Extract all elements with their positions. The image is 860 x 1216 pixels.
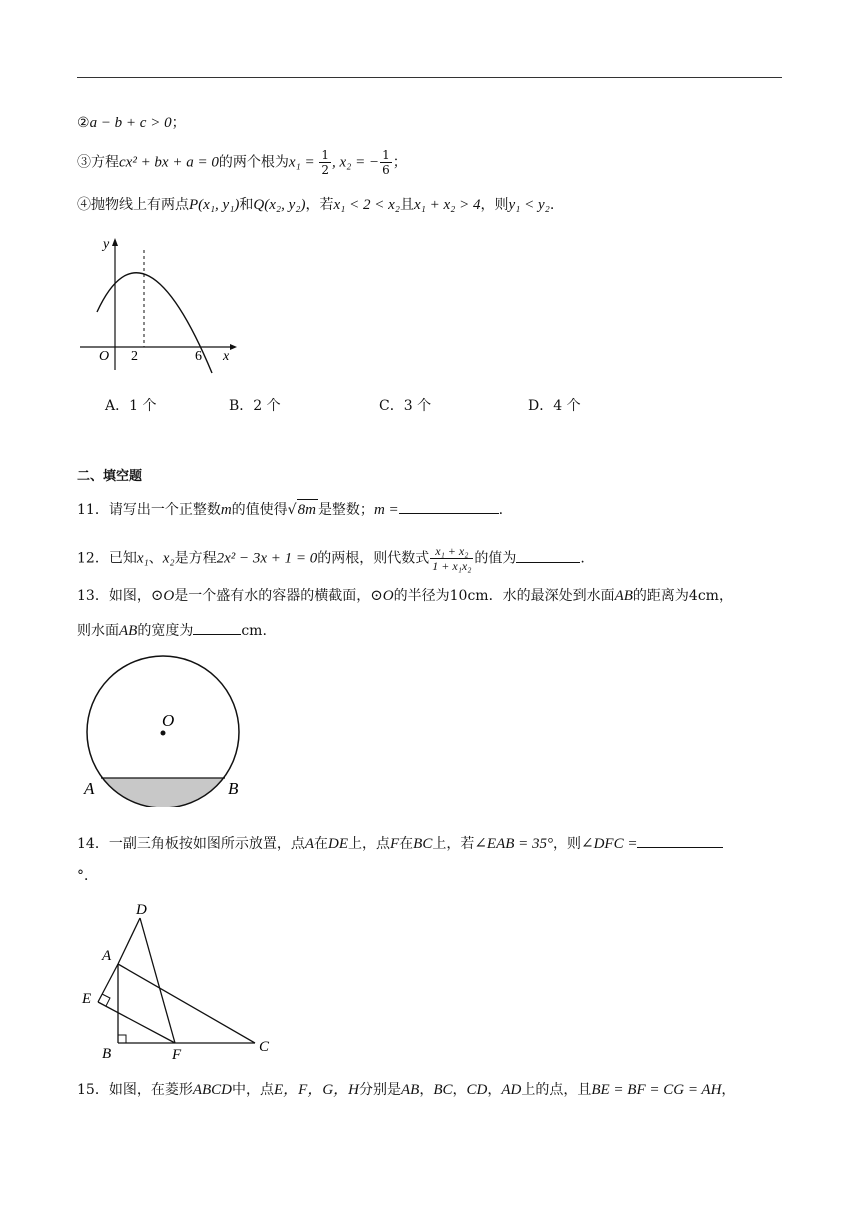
segment-cd: CD	[466, 1082, 488, 1098]
answer-blank[interactable]	[637, 833, 723, 848]
text: 和	[239, 197, 254, 213]
label-a: A	[102, 948, 112, 964]
label-a: A	[84, 779, 95, 798]
denominator: 1 + x₁x₂	[432, 559, 472, 573]
equation: 2x² − 3x + 1 = 0	[216, 550, 318, 567]
label-c: C	[259, 1039, 270, 1055]
text: 的值使得	[231, 502, 288, 518]
point-q: Q(x₂, y₂)	[253, 197, 306, 213]
question-14-line-2: °．	[77, 868, 98, 884]
text: 如图，	[108, 588, 151, 604]
text: 分别是	[359, 1082, 401, 1098]
label-f: F	[172, 1047, 182, 1063]
question-13-line-1	[77, 586, 733, 606]
points-efgh: E，F，G，H	[274, 1082, 359, 1098]
fraction-one-sixth	[380, 148, 392, 177]
question-number: 13．	[77, 588, 109, 604]
origin-label: O	[99, 349, 110, 364]
fraction-one-half	[319, 148, 331, 177]
marker-2: ②	[77, 115, 90, 131]
unit: cm	[241, 623, 263, 639]
right-angle-b	[118, 1035, 126, 1043]
numerator: x₁ + x₂	[430, 544, 473, 559]
rhombus-abcd: ABCD	[192, 1082, 232, 1098]
text: 且	[399, 197, 414, 213]
numerator: 1	[382, 148, 390, 162]
numerator: 1	[321, 148, 329, 162]
statement-4	[77, 195, 554, 215]
circle-o: ⊙O	[150, 588, 175, 604]
segment-ab: AB	[119, 623, 138, 639]
segment-ad: AD	[501, 1082, 522, 1098]
question-15	[77, 1080, 735, 1100]
section-heading: 二、填空题	[77, 469, 143, 484]
segment-ab: AB	[401, 1082, 420, 1098]
text: 已知	[108, 550, 137, 567]
punct: .	[549, 197, 555, 213]
point-a: A	[304, 836, 314, 852]
punct: ；	[171, 115, 186, 131]
segment-bc: BC	[433, 1082, 453, 1098]
text: 是一个盛有水的容器的横截面，	[174, 588, 371, 604]
text: 、	[148, 550, 163, 567]
algebraic-fraction	[430, 544, 473, 573]
text: ，则	[480, 197, 509, 213]
segment-da	[118, 918, 140, 964]
answer-blank[interactable]	[516, 548, 580, 563]
radicand: 8m	[297, 499, 318, 520]
equation: cx² + bx + a = 0	[119, 154, 219, 171]
segment-df	[140, 918, 175, 1043]
segment-ef	[98, 1002, 175, 1043]
question-13-line-2	[77, 620, 267, 641]
equal-segments: BE = BF = CG = AH	[591, 1082, 722, 1098]
text: ，若	[305, 197, 334, 213]
label-e: E	[82, 991, 92, 1007]
punct: ，	[419, 1082, 434, 1098]
text: 的两根，则代数式	[317, 550, 430, 567]
text: 在	[399, 836, 414, 852]
var-m: m	[220, 502, 232, 518]
segment-ac	[118, 964, 255, 1043]
punct: ，	[487, 1082, 502, 1098]
point-p: P(x₁, y₁)	[189, 197, 240, 213]
question-11	[77, 499, 503, 520]
question-number: 14．	[77, 836, 109, 852]
punct: .	[262, 623, 267, 639]
segment-bc: BC	[413, 836, 433, 852]
statement-2	[77, 113, 186, 133]
answer-blank[interactable]	[399, 499, 499, 514]
text: 在	[314, 836, 328, 852]
text: 是整数；	[317, 502, 374, 518]
option-d[interactable]: D．4 个	[528, 398, 581, 414]
text: ，	[718, 588, 733, 604]
y-arrow-icon	[112, 238, 118, 246]
punct: ，	[452, 1082, 467, 1098]
option-a[interactable]: A．1 个	[105, 398, 157, 414]
x2-label: , x₂ = −	[331, 154, 380, 171]
answer-label: m =	[373, 502, 399, 518]
given-angle: ∠EAB = 35°	[474, 836, 554, 852]
text: 的两个根为	[218, 154, 289, 171]
circle-figure	[78, 652, 258, 807]
option-c[interactable]: C．3 个	[379, 398, 432, 414]
text: ，则	[553, 836, 582, 852]
segment-ae	[98, 964, 118, 1002]
marker-3: ③	[77, 154, 91, 171]
expr-2: a − b + c > 0	[89, 115, 172, 131]
question-number: 12．	[77, 550, 109, 567]
punct: .	[498, 502, 504, 518]
text: 的距离为	[632, 588, 689, 604]
label-b: B	[228, 779, 239, 798]
text: 上，点	[348, 836, 390, 852]
text: 是方程	[174, 550, 217, 567]
asked-angle: ∠DFC =	[581, 836, 638, 852]
punct: ；	[392, 154, 407, 171]
text: 中，点	[232, 1082, 274, 1098]
result: y₁ < y₂	[508, 197, 550, 213]
triangle-figure	[78, 898, 278, 1063]
tick-2: 2	[131, 349, 138, 364]
x-arrow-icon	[230, 344, 237, 350]
text: 的半径为	[393, 588, 450, 604]
question-number: 15．	[77, 1082, 109, 1098]
statement-3	[77, 148, 407, 177]
denominator: 6	[382, 163, 390, 177]
option-b[interactable]: B．2 个	[229, 398, 281, 414]
segment-ab: AB	[614, 588, 633, 604]
text: 请写出一个正整数	[108, 502, 221, 518]
depth-value: 4cm	[688, 588, 719, 604]
x-label: x	[223, 349, 230, 364]
label-b: B	[102, 1046, 112, 1062]
question-number: 11．	[77, 502, 109, 518]
text: 方程	[91, 154, 119, 171]
segment-de: DE	[328, 836, 348, 852]
label-o: O	[162, 711, 175, 730]
denominator: 2	[321, 163, 329, 177]
label-d: D	[136, 902, 147, 918]
condition-1: x₁ < 2 < x₂	[333, 197, 400, 213]
point-f: F	[390, 836, 400, 852]
text: 则水面	[77, 623, 119, 639]
text: 的宽度为	[137, 623, 194, 639]
tick-6: 6	[195, 349, 202, 364]
text: 的值为	[474, 550, 517, 567]
x1-label: x₁ =	[288, 154, 319, 171]
parabola-graph	[75, 230, 245, 375]
text: 如图，在菱形	[108, 1082, 193, 1098]
text: 一副三角板按如图所示放置，点	[108, 836, 305, 852]
text: ．水的最深处到水面	[488, 588, 615, 604]
text: 上，若	[432, 836, 475, 852]
sqrt-expression: √8m	[288, 502, 318, 518]
question-14-line-1	[77, 833, 723, 854]
marker-4: ④	[77, 197, 91, 213]
text: 上的点，且	[521, 1082, 592, 1098]
center-dot	[161, 731, 166, 736]
question-12	[77, 544, 585, 573]
radius-value: 10cm	[449, 588, 489, 604]
text: 抛物线上有两点	[91, 197, 189, 213]
x2: x₂	[162, 550, 175, 567]
answer-blank[interactable]	[193, 620, 241, 635]
condition-2: x₁ + x₂ > 4	[413, 197, 481, 213]
header-rule	[77, 77, 782, 78]
punct: ，	[721, 1082, 736, 1098]
punct: .	[580, 550, 585, 567]
circle-o: ⊙O	[370, 588, 394, 604]
x1: x₁	[136, 550, 149, 567]
y-label: y	[103, 237, 110, 252]
